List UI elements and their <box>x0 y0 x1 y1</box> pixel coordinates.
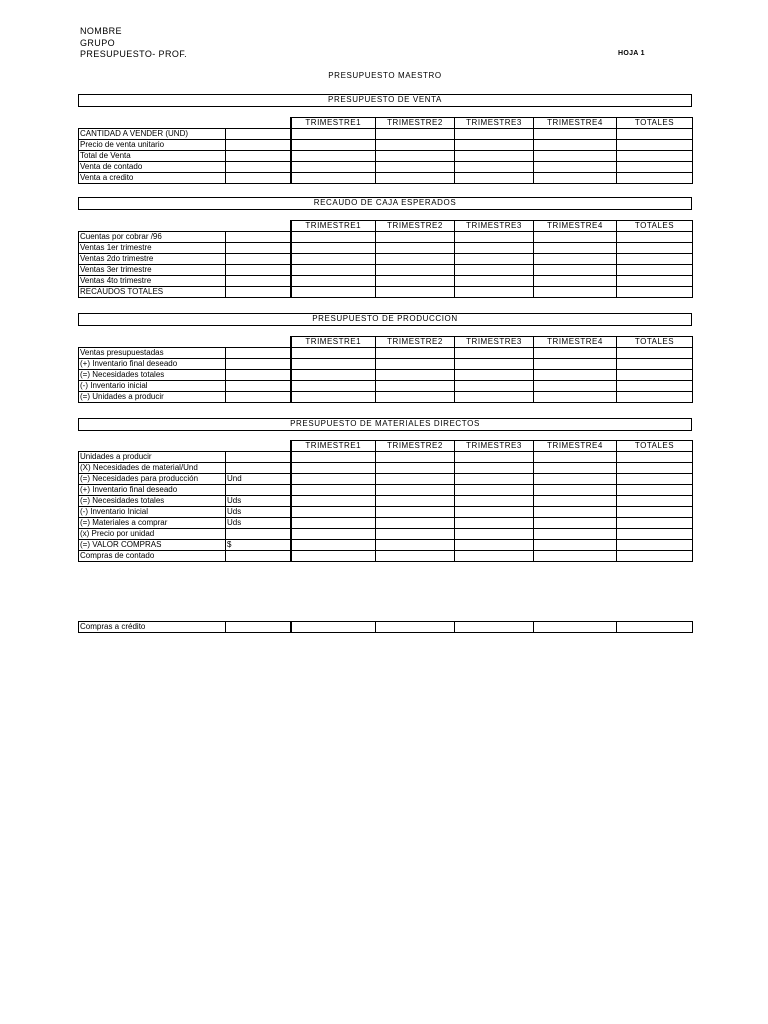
value-cell <box>376 348 455 359</box>
value-cell <box>376 173 455 184</box>
value-cell <box>534 276 617 287</box>
value-cell <box>455 129 534 140</box>
unit-cell <box>226 622 291 633</box>
column-header: TOTALES <box>617 441 693 452</box>
value-cell <box>291 173 376 184</box>
value-cell <box>617 485 693 496</box>
unit-cell <box>226 276 291 287</box>
row-label: Unidades a producir <box>79 452 226 463</box>
table-row <box>79 452 693 463</box>
value-cell <box>455 496 534 507</box>
unit-cell: Und <box>226 474 291 485</box>
unit-cell <box>226 162 291 173</box>
table-row <box>79 507 693 518</box>
value-cell <box>376 622 455 633</box>
value-cell <box>291 370 376 381</box>
column-header: TRIMESTRE4 <box>534 337 617 348</box>
value-cell <box>534 463 617 474</box>
value-cell <box>534 485 617 496</box>
value-cell <box>455 173 534 184</box>
table-row <box>79 370 693 381</box>
unit-cell <box>226 452 291 463</box>
value-cell <box>617 162 693 173</box>
value-cell <box>291 348 376 359</box>
value-cell <box>376 452 455 463</box>
column-header: TOTALES <box>617 221 693 232</box>
row-label: Ventas 1er trimestre <box>79 243 226 254</box>
row-label: CANTIDAD A VENDER (UND) <box>79 129 226 140</box>
column-header: TRIMESTRE4 <box>534 441 617 452</box>
value-cell <box>376 485 455 496</box>
value-cell <box>534 265 617 276</box>
header-blank-cell <box>79 221 226 232</box>
value-cell <box>534 162 617 173</box>
value-cell <box>376 359 455 370</box>
value-cell <box>617 129 693 140</box>
value-cell <box>534 232 617 243</box>
column-header: TRIMESTRE3 <box>455 221 534 232</box>
materiales-table <box>78 440 693 562</box>
value-cell <box>534 359 617 370</box>
value-cell <box>617 359 693 370</box>
column-header: TRIMESTRE3 <box>455 441 534 452</box>
value-cell <box>534 474 617 485</box>
table-row <box>79 243 693 254</box>
header-blank-cell <box>79 118 226 129</box>
table-row <box>79 496 693 507</box>
value-cell <box>534 507 617 518</box>
value-cell <box>617 529 693 540</box>
value-cell <box>376 265 455 276</box>
recaudo-table <box>78 220 693 298</box>
value-cell <box>617 540 693 551</box>
value-cell <box>376 287 455 298</box>
value-cell <box>291 529 376 540</box>
unit-cell <box>226 129 291 140</box>
value-cell <box>455 485 534 496</box>
row-label: (=) Necesidades totales <box>79 496 226 507</box>
value-cell <box>455 140 534 151</box>
value-cell <box>376 232 455 243</box>
value-cell <box>534 452 617 463</box>
value-cell <box>617 243 693 254</box>
table-row <box>79 551 693 562</box>
row-label: (+) Inventario final deseado <box>79 359 226 370</box>
row-label: Ventas 4to trimestre <box>79 276 226 287</box>
value-cell <box>291 140 376 151</box>
table-row <box>79 359 693 370</box>
value-cell <box>376 151 455 162</box>
ventas-table <box>78 117 693 184</box>
column-header: TRIMESTRE2 <box>376 441 455 452</box>
column-header: TRIMESTRE3 <box>455 337 534 348</box>
value-cell <box>534 348 617 359</box>
value-cell <box>455 381 534 392</box>
row-label: Ventas 2do trimestre <box>79 254 226 265</box>
value-cell <box>291 485 376 496</box>
table-row <box>79 265 693 276</box>
table-row <box>79 463 693 474</box>
table-header-row <box>79 221 693 232</box>
table-row <box>79 540 693 551</box>
table-row <box>79 518 693 529</box>
value-cell <box>617 392 693 403</box>
header-blank-cell <box>226 337 291 348</box>
row-label: Venta de contado <box>79 162 226 173</box>
value-cell <box>376 129 455 140</box>
value-cell <box>534 392 617 403</box>
unit-cell <box>226 243 291 254</box>
table-row <box>79 392 693 403</box>
produccion-table <box>78 336 693 403</box>
row-label: RECAUDOS TOTALES <box>79 287 226 298</box>
column-header: TRIMESTRE1 <box>291 118 376 129</box>
unit-cell <box>226 463 291 474</box>
unit-cell <box>226 529 291 540</box>
value-cell <box>455 507 534 518</box>
value-cell <box>617 276 693 287</box>
unit-cell <box>226 151 291 162</box>
value-cell <box>291 452 376 463</box>
value-cell <box>534 370 617 381</box>
unit-cell <box>226 265 291 276</box>
unit-cell: Uds <box>226 518 291 529</box>
credito-table <box>78 621 693 633</box>
value-cell <box>617 463 693 474</box>
row-label: (=) VALOR COMPRAS <box>79 540 226 551</box>
row-label: (=) Unidades a producir <box>79 392 226 403</box>
value-cell <box>376 507 455 518</box>
column-header: TRIMESTRE2 <box>376 118 455 129</box>
table-row <box>79 140 693 151</box>
value-cell <box>617 507 693 518</box>
row-label: Ventas 3er trimestre <box>79 265 226 276</box>
value-cell <box>617 551 693 562</box>
value-cell <box>455 348 534 359</box>
column-header: TRIMESTRE2 <box>376 337 455 348</box>
column-header: TRIMESTRE1 <box>291 441 376 452</box>
value-cell <box>617 173 693 184</box>
table-row <box>79 287 693 298</box>
value-cell <box>534 496 617 507</box>
unit-cell <box>226 381 291 392</box>
header-blank-cell <box>79 337 226 348</box>
value-cell <box>617 265 693 276</box>
unit-cell <box>226 370 291 381</box>
value-cell <box>376 474 455 485</box>
value-cell <box>376 381 455 392</box>
column-header: TRIMESTRE1 <box>291 337 376 348</box>
value-cell <box>455 529 534 540</box>
value-cell <box>291 243 376 254</box>
grupo-label: GRUPO <box>80 38 116 48</box>
unit-cell <box>226 254 291 265</box>
unit-cell <box>226 359 291 370</box>
table-row <box>79 622 693 633</box>
value-cell <box>455 622 534 633</box>
page-title: PRESUPUESTO MAESTRO <box>328 71 442 80</box>
value-cell <box>455 392 534 403</box>
row-label: Total de Venta <box>79 151 226 162</box>
table-row <box>79 151 693 162</box>
value-cell <box>291 507 376 518</box>
unit-cell <box>226 173 291 184</box>
value-cell <box>291 463 376 474</box>
unit-cell: Uds <box>226 507 291 518</box>
table-row <box>79 381 693 392</box>
header-blank-cell <box>226 118 291 129</box>
value-cell <box>455 254 534 265</box>
value-cell <box>617 370 693 381</box>
value-cell <box>617 622 693 633</box>
table-row <box>79 173 693 184</box>
presupuesto-prof-label: PRESUPUESTO- PROF. <box>80 49 188 59</box>
value-cell <box>534 173 617 184</box>
value-cell <box>534 287 617 298</box>
row-label: (=) Necesidades totales <box>79 370 226 381</box>
column-header: TRIMESTRE4 <box>534 118 617 129</box>
value-cell <box>376 529 455 540</box>
value-cell <box>291 392 376 403</box>
value-cell <box>455 276 534 287</box>
row-label: (=) Materiales a comprar <box>79 518 226 529</box>
unit-cell <box>226 551 291 562</box>
value-cell <box>376 463 455 474</box>
value-cell <box>617 151 693 162</box>
value-cell <box>291 474 376 485</box>
column-header: TOTALES <box>617 118 693 129</box>
section-title-ventas: PRESUPUESTO DE VENTA <box>78 94 692 107</box>
row-label: Compras de contado <box>79 551 226 562</box>
value-cell <box>455 287 534 298</box>
value-cell <box>291 162 376 173</box>
header-blank-cell <box>226 441 291 452</box>
value-cell <box>455 370 534 381</box>
header-blank-cell <box>79 441 226 452</box>
value-cell <box>376 496 455 507</box>
value-cell <box>534 151 617 162</box>
value-cell <box>291 129 376 140</box>
value-cell <box>291 518 376 529</box>
value-cell <box>376 162 455 173</box>
value-cell <box>455 474 534 485</box>
value-cell <box>291 276 376 287</box>
row-label: Precio de venta unitario <box>79 140 226 151</box>
unit-cell <box>226 485 291 496</box>
unit-cell: $ <box>226 540 291 551</box>
value-cell <box>376 254 455 265</box>
row-label: Venta a credito <box>79 173 226 184</box>
nombre-label: NOMBRE <box>80 26 122 36</box>
value-cell <box>376 392 455 403</box>
value-cell <box>617 140 693 151</box>
value-cell <box>534 529 617 540</box>
value-cell <box>617 518 693 529</box>
value-cell <box>455 540 534 551</box>
table-row <box>79 254 693 265</box>
value-cell <box>455 452 534 463</box>
value-cell <box>455 359 534 370</box>
table-header-row <box>79 441 693 452</box>
table-row <box>79 485 693 496</box>
value-cell <box>617 496 693 507</box>
value-cell <box>291 287 376 298</box>
value-cell <box>455 265 534 276</box>
column-header: TRIMESTRE4 <box>534 221 617 232</box>
value-cell <box>291 232 376 243</box>
value-cell <box>291 359 376 370</box>
value-cell <box>455 518 534 529</box>
value-cell <box>376 276 455 287</box>
value-cell <box>291 265 376 276</box>
unit-cell <box>226 392 291 403</box>
column-header: TRIMESTRE3 <box>455 118 534 129</box>
row-label: Cuentas por cobrar /96 <box>79 232 226 243</box>
table-row <box>79 129 693 140</box>
row-label: (-) Inventario inicial <box>79 381 226 392</box>
table-row <box>79 529 693 540</box>
value-cell <box>534 243 617 254</box>
value-cell <box>291 540 376 551</box>
value-cell <box>376 540 455 551</box>
value-cell <box>455 151 534 162</box>
column-header: TOTALES <box>617 337 693 348</box>
value-cell <box>617 348 693 359</box>
value-cell <box>291 551 376 562</box>
row-label: (+) Inventario final deseado <box>79 485 226 496</box>
value-cell <box>617 254 693 265</box>
value-cell <box>534 518 617 529</box>
table-row <box>79 232 693 243</box>
unit-cell <box>226 140 291 151</box>
value-cell <box>534 254 617 265</box>
table-row <box>79 162 693 173</box>
value-cell <box>617 381 693 392</box>
value-cell <box>291 496 376 507</box>
column-header: TRIMESTRE2 <box>376 221 455 232</box>
value-cell <box>376 243 455 254</box>
sheet-number: HOJA 1 <box>618 50 645 57</box>
row-label: Ventas presupuestadas <box>79 348 226 359</box>
table-row <box>79 474 693 485</box>
value-cell <box>455 243 534 254</box>
value-cell <box>455 232 534 243</box>
section-title-materiales: PRESUPUESTO DE MATERIALES DIRECTOS <box>78 418 692 431</box>
value-cell <box>455 551 534 562</box>
value-cell <box>376 518 455 529</box>
unit-cell <box>226 348 291 359</box>
column-header: TRIMESTRE1 <box>291 221 376 232</box>
value-cell <box>534 381 617 392</box>
value-cell <box>617 287 693 298</box>
value-cell <box>617 452 693 463</box>
value-cell <box>376 551 455 562</box>
row-label: (X) Necesidades de material/Und <box>79 463 226 474</box>
unit-cell <box>226 287 291 298</box>
table-header-row <box>79 337 693 348</box>
header-blank-cell <box>226 221 291 232</box>
row-label: Compras a crédito <box>79 622 226 633</box>
row-label: (=) Necesidades para producción <box>79 474 226 485</box>
value-cell <box>291 381 376 392</box>
value-cell <box>534 622 617 633</box>
value-cell <box>534 551 617 562</box>
value-cell <box>291 622 376 633</box>
value-cell <box>455 162 534 173</box>
unit-cell: Uds <box>226 496 291 507</box>
unit-cell <box>226 232 291 243</box>
value-cell <box>291 151 376 162</box>
section-title-produccion: PRESUPUESTO DE PRODUCCION <box>78 313 692 326</box>
row-label: (x) Precio por unidad <box>79 529 226 540</box>
value-cell <box>617 232 693 243</box>
table-header-row <box>79 118 693 129</box>
value-cell <box>455 463 534 474</box>
table-row <box>79 348 693 359</box>
table-row <box>79 276 693 287</box>
value-cell <box>376 140 455 151</box>
value-cell <box>376 370 455 381</box>
value-cell <box>534 540 617 551</box>
value-cell <box>534 129 617 140</box>
section-title-recaudo: RECAUDO DE CAJA ESPERADOS <box>78 197 692 210</box>
value-cell <box>617 474 693 485</box>
row-label: (-) Inventario Inicial <box>79 507 226 518</box>
value-cell <box>291 254 376 265</box>
value-cell <box>534 140 617 151</box>
